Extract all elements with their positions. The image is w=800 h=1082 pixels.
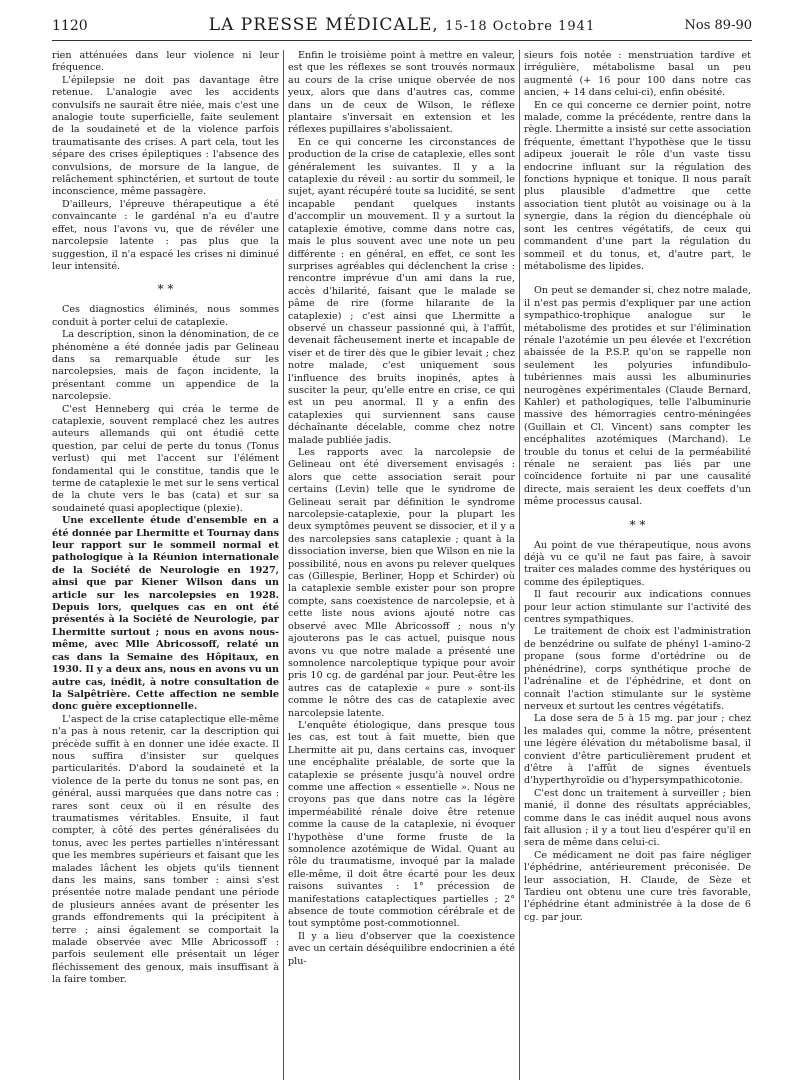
column-divider (519, 50, 520, 1080)
paragraph: Enfin le troisième point à mettre en valeur, est que les réflexes se sont trouvés normaux au cours de la crise unique obervée de nos yeux, alors que dans d'autres cas, comme dans un de ceux de Wilson, le réflexe plantaire s'inversait en extension et les réflexes pupillaires s'abolissaient. (288, 50, 515, 136)
page-number: 1120 (52, 18, 88, 34)
column-divider (283, 50, 284, 1080)
section-separator: * * (629, 517, 646, 532)
journal-name: LA PRESSE MÉDICALE, (208, 15, 439, 35)
paragraph: Ce médicament ne doit pas faire négliger l'éphédrine, antérieurement préconisée. De leur association, H. Claude, de Sèze et Tardieu ont obtenu une cure très favorable, l'éphédrine étant administrée à la dose de 6 cg. par jour. (524, 849, 751, 923)
paragraph: rien atténuées dans leur violence ni leur fréquence. (52, 50, 279, 74)
paragraph: En ce qui concerne ce dernier point, notre malade, comme la précédente, rentre dans la règle. Lhermitte a insisté sur cette association fréquente, émettant l'hypothèse que le tissu adipeux jouerait le rôle d'un vaste tissu endocrine influant sur la régulation des fonctions hypnique et tonique. Il nous paraît plus plausible d'admettre que cette association tient plutôt au voisinage ou à la synergie, dans la région du diencéphale où sont les centres végétatifs, de ceux qui commandent d'une part la régulation du sommeil et du tonus, et, d'autre part, le métabolisme des lipides. (524, 99, 751, 272)
paragraph: C'est Henneberg qui créa le terme de cataplexie, souvent remplacé chez les autres auteurs allemands qui ont étudié cette question, par celui de perte du tonus (Tonus verlust) qui met l'accent sur l'élément fondamental qui le constitue, tandis que le terme de cataplexie le met sur le sens vertical de la chute vers le bas (cata) et sur sa soudaineté quasi apoplectique (plexie). (52, 403, 279, 514)
section-separator: * * (157, 282, 174, 297)
journal-title (52, 15, 752, 35)
paragraph: Il faut recourir aux indications connues pour leur action stimulante sur l'activité des centres sympathiques. (524, 589, 751, 626)
paragraph: Une excellente étude d'ensemble en a été donnée par Lhermitte et Tournay dans leur rapport sur le sommeil normal et pathologique à la Réunion internationale de la Société de Neurologie en 1927, ainsi que par Kiener Wilson dans un article sur les narcolepsies en 1928. Depuis lors, quelques cas en ont été présentés à la Société de Neurologie, par Lhermitte surtout ; nous en avons nous-même, avec Mlle Abricossoff, relaté un cas dans la Semaine des Hôpitaux, en 1930. Il y a deux ans, nous en avons vu un autre cas, inédit, à notre consultation de la Salpêtrière. Cette affection ne semble donc guère exceptionnelle. (52, 515, 279, 713)
paragraph: sieurs fois notée : menstruation tardive et irrégulière, métabolisme basal un peu augmenté (+ 16 pour 100 dans notre cas ancien, + 14 dans celui-ci), enfin obésité. (524, 50, 751, 99)
column-3 (524, 50, 751, 1080)
column-2 (288, 50, 515, 1080)
paragraph: Il y a lieu d'observer que la coexistence avec un certain déséquilibre endocrinien a été plu- (288, 930, 515, 967)
paragraph: L'épilepsie ne doit pas davantage être retenue. L'analogie avec les accidents convulsifs ne saurait être niée, mais c'est une analogie toute superficielle, faite seulement de la soudaineté et de la violence parfois traumatisante des crises. A part cela, tout les sépare des crises épileptiques : l'absence des convulsions, de morsure de la langue, de relâchement sphinctérien, et surtout de toute inconscience, même passagère. (52, 74, 279, 198)
paragraph: Au point de vue thérapeutique, nous avons déjà vu ce qu'il ne faut pas faire, à savoir traiter ces malades comme des hystériques ou comme des épileptiques. (524, 539, 751, 588)
issue-number: Nos 89-90 (684, 18, 752, 33)
page-header (52, 10, 752, 41)
paragraph: L'enquête étiologique, dans presque tous les cas, est tout à fait muette, bien que Lhermitte ait pu, dans certains cas, invoquer une encéphalite préalable, de sorte que la cataplexie se présente jusqu'à nouvel ordre comme une affection « essentielle ». Nous ne croyons pas que dans notre cas la légère imperméabilité rénale doive être retenue comme la cause de la cataplexie, ni évoquer l'hypothèse d'une forme fruste de la somnolence azotémique de Widal. Quant au rôle du traumatisme, invoqué par la malade elle-même, il doit être écarté pour les deux raisons suivantes : 1° précession de manifestations cataplectiques partielles ; 2° absence de toute commotion cérébrale et de tout symptôme post-commotionnel. (288, 719, 515, 930)
paragraph: Les rapports avec la narcolepsie de Gelineau ont été diversement envisagés : alors que cette association serait pour certains (Levin) telle que le syndrome de Gelineau serait par définition le syndrome narcolepsie-cataplexie, pour la plupart les deux symptômes peuvent se dissocier, et il y a des narcolepsies sans cataplexie ; quant à la dissociation inverse, bien que Wilson en nie la possibilité, nous en avons pu relever quelques cas (Gillespie, Berliner, Hopp et Schirder) où la cataplexie semble exister pour son propre compte, sans coexistence de narcolepsie, et à cette liste nous avions ajouté notre cas observé avec Mlle Abricossoff ; nous n'y ajouterons pas le cas actuel, puisque nous avons vu que notre malade a présenté une somnolence narcoleptique typique pour avoir pris 10 cg. de gardénal par jour. Peut-être les autres cas de cataplexie « pure » sont-ils comme le nôtre des cas de cataplexie avec narcolepsie latente. (288, 447, 515, 719)
paragraph: La dose sera de 5 à 15 mg. par jour ; chez les malades qui, comme la nôtre, présentent une légère élévation du métabolisme basal, il convient d'être particulièrement prudent et d'être à l'affût de signes éventuels d'hyperthyroïdie ou d'hypersympathicotonie. (524, 713, 751, 787)
paragraph: En ce qui concerne les circonstances de production de la crise de cataplexie, elles sont généralement les suivantes. Il y a la cataplexie du réveil : au sortir du sommeil, le sujet, ayant récupéré toute sa lucidité, se sent incapable pendant quelques instants d'accomplir un mouvement. Il y a surtout la cataplexie émotive, comme dans notre cas, mais le plus souvent avec une note un peu différente : en général, en effet, ce sont les surprises agréables qui déclenchent la crise : rencontre imprévue d'un ami dans la rue, accès d'hilarité, faisant que le malade se pâme de rire (forme hilarante de la cataplexie) ; c'est ainsi que Lhermitte a observé un chasseur passionné qui, à l'affût, devenait fâcheusement inerte et incapable de viser et de tirer dès que le gibier levait ; chez notre malade, c'est uniquement sous l'influence des bruits inopinés, aptes à susciter la peur, qu'elle entre en crise, ce qui est un peu anormal. Il y a enfin des cataplexies qui surviennent sans cause déchaînante décelable, comme chez notre malade publiée jadis. (288, 136, 515, 446)
paragraph: Ces diagnostics éliminés, nous sommes conduit à porter celui de cataplexie. (52, 304, 279, 328)
column-1 (52, 50, 279, 1080)
paragraph: La description, sinon la dénomination, de ce phénomène a été donnée jadis par Gelineau dans sa remarquable étude sur les narcolepsies, mais de façon incidente, la présentant comme un appendice de la narcolepsie. (52, 329, 279, 403)
paragraph: C'est donc un traitement à surveiller ; bien manié, il donne des résultats appréciables, comme dans le cas inédit auquel nous avons fait allusion ; il y a tout lieu d'espérer qu'il en sera de même dans celui-ci. (524, 787, 751, 849)
journal-page (52, 10, 752, 986)
issue-date: 15-18 Octobre 1941 (445, 19, 596, 34)
article-body (52, 50, 752, 1080)
paragraph: Le traitement de choix est l'administration de benzédrine ou sulfate de phényl 1-amino-2 propane (sous forme d'ortédrine ou de phénédrine), corps synthétique proche de l'adrénaline et de l'éphédrine, et dont on connaît l'action stimulante sur le système nerveux et surtout les centres végétatifs. (524, 626, 751, 712)
paragraph: D'ailleurs, l'épreuve thérapeutique a été convaincante : le gardénal n'a eu d'autre effet, nous l'avons vu, que de révéler une narcolepsie latente : pas plus que la suggestion, il n'a espacé les crises ni diminué leur intensité. (52, 198, 279, 272)
paragraph: On peut se demander si, chez notre malade, il n'est pas permis d'expliquer par une action sympathico-trophique analogue sur le métabolisme des protides et sur l'élimination rénale l'azotémie un peu élevée et l'excrétion abaissée de la P.S.P. qu'on se rappelle non seulement les polyuries infundibulo-tubériennes mais aussi les albuminuries neurogènes expérimentales (Claude Bernard, Kahler) et pathologiques, telle l'albuminurie massive des hémorragies centro-méningées (Guillain et Cl. Vincent) sans compter les encéphalites azotémiques (Marchand). Le trouble du tonus et celui de la perméabilité rénale ne seraient pas liés par une coïncidence fortuite ni par une causalité directe, mais seraient les deux coeffets d'un même processus causal. (524, 285, 751, 508)
paragraph: L'aspect de la crise cataplectique elle-même n'a pas à nous retenir, car la description qui précède suffit à en donner une idée exacte. Il nous suffira d'insister sur quelques particularités. D'abord la soudaineté et la violence de la perte du tonus ne sont pas, en général, aussi marquées que dans notre cas : rares sont ceux où il en résulte des traumatismes véritables. Ensuite, il faut compter, à côté des pertes généralisées du tonus, avec les pertes partielles n'intéressant que les membres supérieurs et faisant que les malades lâchent les objets qu'ils tiennent dans les mains, sans tomber : ainsi s'est présentée notre malade pendant une période de plusieurs années avant de présenter les grands effondrements qui la précipitent à terre ; ainsi également se comportait la malade observée avec Mlle Abricossoff : parfois seulement elle présentait un léger fléchissement des genoux, mais insuffisant à la faire tomber. (52, 713, 279, 986)
